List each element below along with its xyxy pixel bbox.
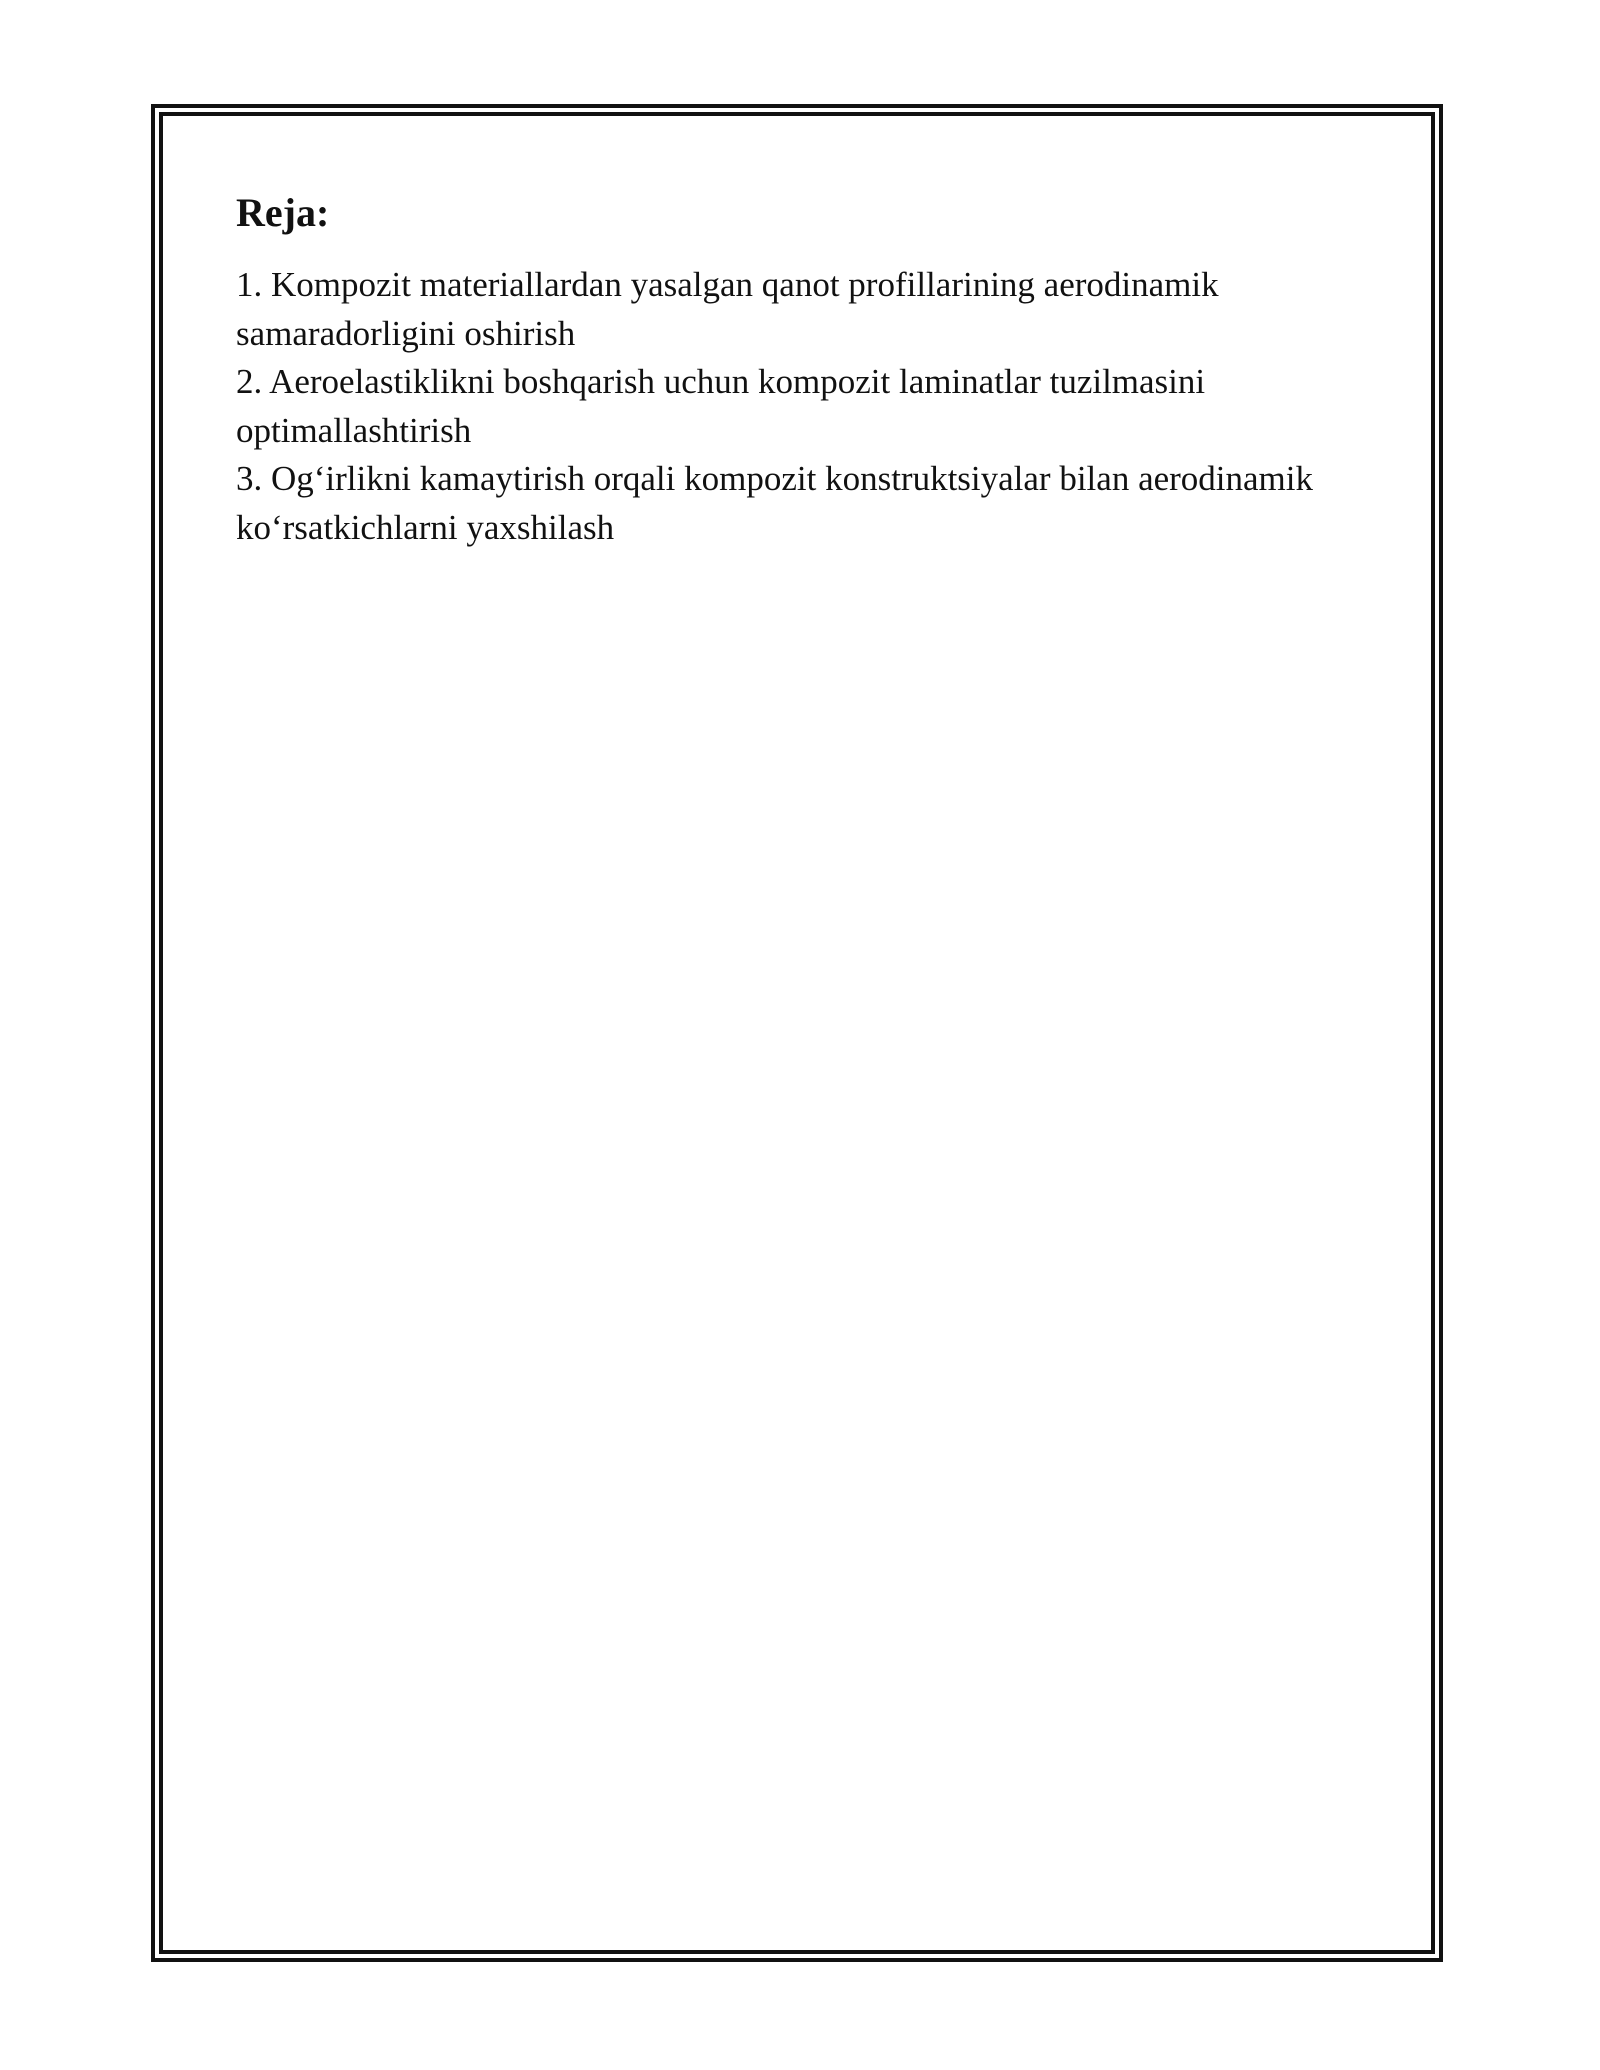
plan-list	[236, 261, 1386, 552]
document-content	[236, 185, 1386, 552]
plan-item-2: 2. Aeroelastiklikni boshqarish uchun kompozit laminatlar tuzilmasini optimallashtirish	[236, 362, 1206, 450]
plan-item-1: 1. Kompozit materiallardan yasalgan qanot profillarining aerodinamik samaradorligini oshirish	[236, 265, 1219, 353]
plan-item-3: 3. Og‘irlikni kamaytirish orqali kompozit konstruktsiyalar bilan aerodinamik ko‘rsatkichlarni yaxshilash	[236, 459, 1314, 547]
page-title: Reja:	[236, 190, 330, 235]
